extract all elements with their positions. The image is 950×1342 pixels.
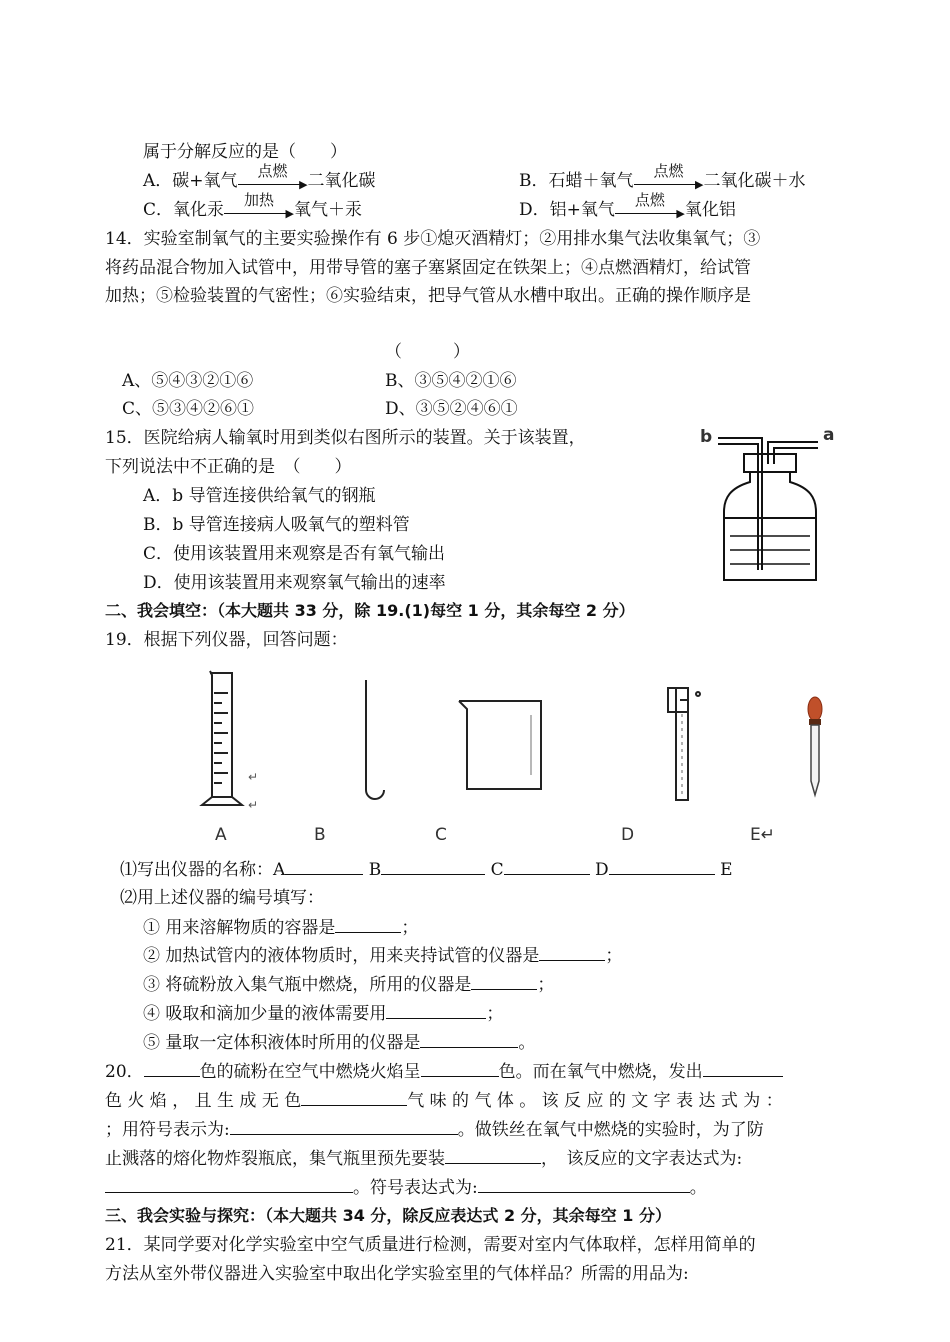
q15-line2: 下列说法中不正确的是 （ ） [105,457,352,477]
q15-option-a: A．b 导管连接供给氧气的钢瓶 [143,486,376,506]
q14-option-b: B、③⑤④②①⑥ [385,371,517,391]
instrument-label-c: C [435,825,447,845]
answer-blank[interactable] [230,1118,458,1135]
reaction-arrow: 点燃 ▶ [615,199,685,221]
svg-text:↵: ↵ [248,770,259,784]
answer-blank[interactable] [105,1176,353,1193]
q21-line1: 21．某同学要对化学实验室中空气质量进行检测，需要对室内气体取样，怎样用简单的 [105,1235,756,1255]
q15-option-b: B．b 导管连接病人吸氧气的塑料管 [143,515,410,535]
q14-option-a: A、⑤④③②①⑥ [122,371,254,391]
q15-option-d: D．使用该装置用来观察氧气输出的速率 [143,573,446,593]
reaction-arrow: 点燃 ▶ [238,170,308,192]
gas-wash-bottle-diagram [700,420,840,590]
answer-blank-d[interactable] [609,858,715,875]
tube-label-a: a [823,425,835,445]
tube-label-b: b [700,427,713,447]
q13-option-d: D．铝+氧气 点燃 ▶ 氧化铝 [519,191,736,220]
q13-option-a: A．碳+氧气 点燃 ▶ 二氧化碳 [143,162,376,191]
q15-line1: 15．医院给病人输氧时用到类似右图所示的装置。关于该装置， [105,428,586,448]
q14-option-c: C、⑤③④②⑥① [122,399,255,419]
dropper-icon [800,695,830,800]
q19-sub5: ⑤ 量取一定体积液体时所用的仪器是 。 [143,1033,536,1053]
q14-answer-paren: （ ） [385,342,470,362]
instrument-label-d: D [621,825,635,845]
q15-option-c: C．使用该装置用来观察是否有氧气输出 [143,544,446,564]
test-tube-icon [358,676,392,806]
q20-line3: ；用符号表示为: 。做铁丝在氧气中燃烧的实验时，为了防 [105,1120,764,1140]
answer-blank[interactable] [539,944,605,961]
q19-sub3: ③ 将硫粉放入集气瓶中燃烧，所用的仪器是 ； [143,975,555,995]
q19-part1: ⑴写出仪器的名称：A B C D E [120,860,733,880]
answer-blank[interactable] [478,1176,690,1193]
test-tube-holder-icon [658,680,708,805]
answer-blank[interactable] [301,1089,407,1106]
section-2-heading: 二、我会填空：（本大题共 33 分，除 19.(1)每空 1 分，其余每空 2 分） [105,601,635,620]
q13-option-b: B．石蜡＋氧气 点燃 ▶ 二氧化碳＋水 [519,162,806,191]
answer-blank[interactable] [703,1060,783,1077]
answer-blank[interactable] [445,1147,541,1164]
q19-stem: 19．根据下列仪器，回答问题： [105,630,348,650]
answer-blank[interactable] [386,1002,486,1019]
q19-sub4: ④ 吸取和滴加少量的液体需要用 ； [143,1004,504,1024]
answer-blank[interactable] [420,1031,518,1048]
q13-option-c: C．氧化汞 加热 ▶ 氧气＋汞 [143,191,363,220]
graduated-cylinder-icon [198,665,268,815]
reaction-arrow: 加热 ▶ [224,199,294,221]
instrument-label-b: B [314,825,326,845]
answer-blank[interactable] [421,1060,499,1077]
q14-line3: 加热；⑤检验装置的气密性；⑥实验结束，把导气管从水槽中取出。正确的操作顺序是 [105,286,751,306]
answer-blank[interactable] [144,1060,200,1077]
answer-blank-b[interactable] [381,858,485,875]
section-3-heading: 三、我会实验与探究：（本大题共 34 分，除反应表达式 2 分，其余每空 1 分） [105,1206,671,1225]
q20-line2: 色 火 焰 ， 且 生 成 无 色 气 味 的 气 体 。 该 反 应 的 文 字 表 达 式 为 ： [105,1091,783,1111]
answer-blank-a[interactable] [285,858,363,875]
answer-blank-c[interactable] [504,858,590,875]
q19-sub1: ① 用来溶解物质的容器是 ； [143,918,419,938]
q19-part2: ⑵用上述仪器的编号填写： [120,888,324,908]
answer-blank[interactable] [335,916,401,933]
q14-line2: 将药品混合物加入试管中，用带导管的塞子塞紧固定在铁架上；④点燃酒精灯，给试管 [105,258,751,278]
q20-line5: 。符号表达式为: 。 [105,1176,707,1199]
instrument-label-a: A [215,825,227,845]
q20-line1: 20． 色的硫粉在空气中燃烧火焰呈 色。而在氧气中燃烧，发出 [105,1060,783,1083]
answer-blank[interactable] [471,973,537,990]
q19-sub2: ② 加热试管内的液体物质时，用来夹持试管的仪器是 ； [143,946,623,966]
q14-option-d: D、③⑤②④⑥① [385,399,518,419]
q14-line1: 14．实验室制氧气的主要实验操作有 6 步①熄灭酒精灯；②用排水集气法收集氧气；③ [105,229,761,249]
instrument-label-e: E↵ [750,825,775,845]
svg-text:↵: ↵ [248,798,259,812]
q21-line2: 方法从室外带仪器进入实验室中取出化学实验室里的气体样品？所需的用品为: [105,1264,689,1284]
q13-stem: 属于分解反应的是（ ） [143,142,347,162]
reaction-arrow: 点燃 ▶ [634,170,704,192]
q20-line4: 止溅落的熔化物炸裂瓶底，集气瓶里预先要装 ， 该反应的文字表达式为: [105,1149,743,1169]
beaker-icon [455,695,555,795]
